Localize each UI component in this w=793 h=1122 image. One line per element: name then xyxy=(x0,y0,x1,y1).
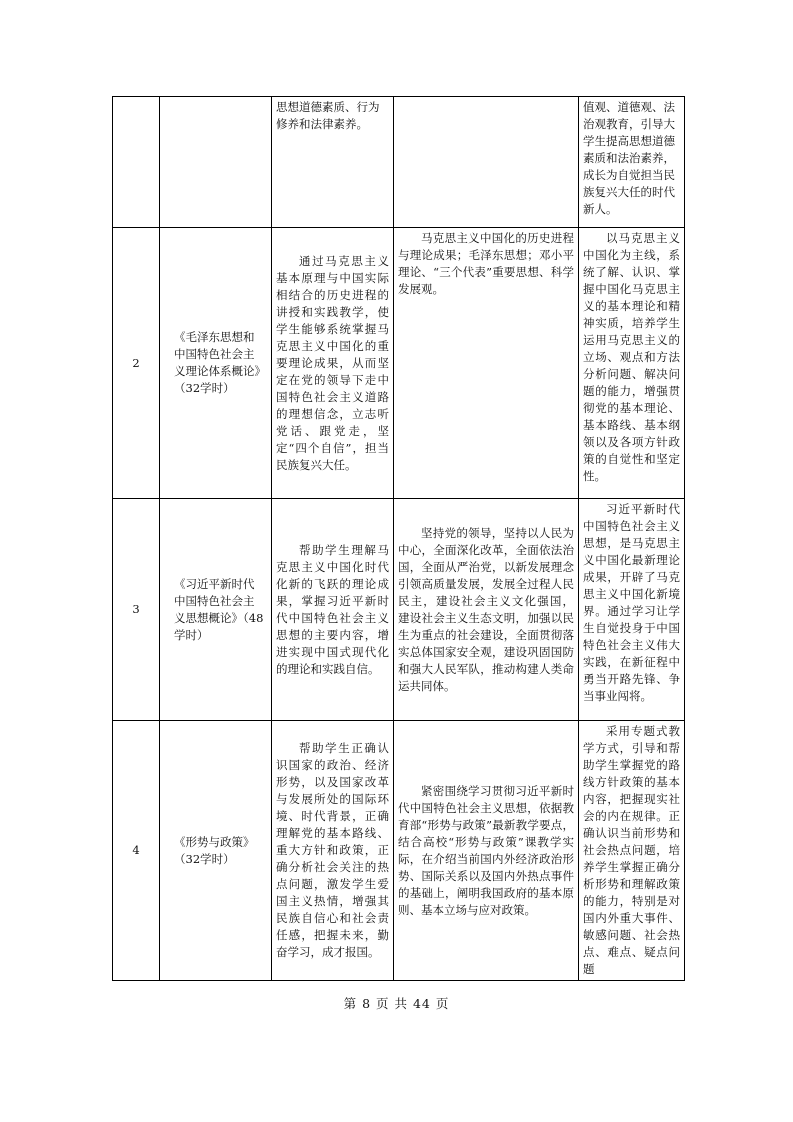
page-footer: 第 8 页 共 44 页 xyxy=(343,996,450,1011)
course-requirement: 值观、道德观、法治观教育，引导大学生提高思想道德素质和法治素养，成长为自觉担当民族复兴大任的时代新人。 xyxy=(579,97,685,228)
course-content: 马克思主义中国化的历史进程与理论成果；毛泽东思想；邓小平理论、“三个代表”重要思想、科学发展观。 xyxy=(394,228,579,499)
row-number: 4 xyxy=(113,721,160,981)
course-goal: 帮助学生正确认识国家的政治、经济形势，以及国家改革与发展所处的国际环境、时代背景，正确理解党的基本路线、重大方针和政策，正确分析社会关注的热点问题，激发学生爱国主义热情，增强其民族自信心和社会责任感，把握未来，勤奋学习，成才报国。 xyxy=(272,721,394,981)
course-table xyxy=(112,96,685,981)
row-number: 2 xyxy=(113,228,160,499)
course-goal: 帮助学生理解马克思主义中国化时代化新的飞跃的理论成果，掌握习近平新时代中国特色社会主义思想的主要内容，增进实现中国式现代化的理论和实践自信。 xyxy=(272,499,394,721)
course-content: 坚持党的领导，坚持以人民为中心，全面深化改革，全面依法治国，全面从严治党，以新发展理念引领高质量发展，发展全过程人民民主，建设社会主义文化强国， 建设社会主义生态文明，加强以民生为重点的社会建设，全面贯彻落实总体国家安全观，建设巩固国防和强大人民军队，推动构建人类命运共同体。 xyxy=(394,499,579,721)
course-content xyxy=(394,97,579,228)
course-requirement: 以马克思主义中国化为主线，系统了解、认识、掌握中国化马克思主义的基本理论和精神实质，培养学生运用马克思主义的立场、观点和方法分析问题、解决问题的能力，增强贯彻党的基本理论、基本路线、基本纲领以及各项方针政策的自觉性和坚定性。 xyxy=(579,228,685,499)
course-name: 《形势与政策》（32学时） xyxy=(160,721,272,981)
course-goal: 通过马克思主义基本原理与中国实际相结合的历史进程的讲授和实践教学，使学生能够系统掌握马克思主义中国化的重要理论成果，从而坚定在党的领导下走中国特色社会主义道路的理想信念，立志听党话、跟党走，坚定“四个自信”，担当民族复兴大任。 xyxy=(272,228,394,499)
table-row xyxy=(113,228,685,499)
course-name xyxy=(160,97,272,228)
course-requirement: 习近平新时代中国特色社会主义思想，是马克思主义中国化最新理论成果，开辟了马克思主义中国化新境界。通过学习让学生自觉投身于中国特色社会主义伟大实践，在新征程中勇当开路先锋、争当事业闯将。 xyxy=(579,499,685,721)
table-row xyxy=(113,97,685,228)
course-name: 《毛泽东思想和中国特色社会主义理论体系概论》（32学时） xyxy=(160,228,272,499)
row-number: 3 xyxy=(113,499,160,721)
course-name: 《习近平新时代中国特色社会主义思想概论》（48学时） xyxy=(160,499,272,721)
table-row xyxy=(113,499,685,721)
course-goal: 思想道德素质、行为修养和法律素养。 xyxy=(272,97,394,228)
table-row xyxy=(113,721,685,981)
course-content: 紧密围绕学习贯彻习近平新时代中国特色社会主义思想，依据教育部“形势与政策”最新教学要点，结合高校“形势与政策”课教学实际，在介绍当前国内外经济政治形势、国际关系以及国内外热点事件的基础上，阐明我国政府的基本原则、基本立场与应对政策。 xyxy=(394,721,579,981)
course-requirement: 采用专题式教学方式，引导和帮助学生掌握党的路线方针政策的基本内容，把握现实社会的内在规律。正确认识当前形势和社会热点问题，培养学生掌握正确分析形势和理解政策的能力，特别是对国内外重大事件、敏感问题、社会热点、难点、疑点问题 xyxy=(579,721,685,981)
row-number xyxy=(113,97,160,228)
